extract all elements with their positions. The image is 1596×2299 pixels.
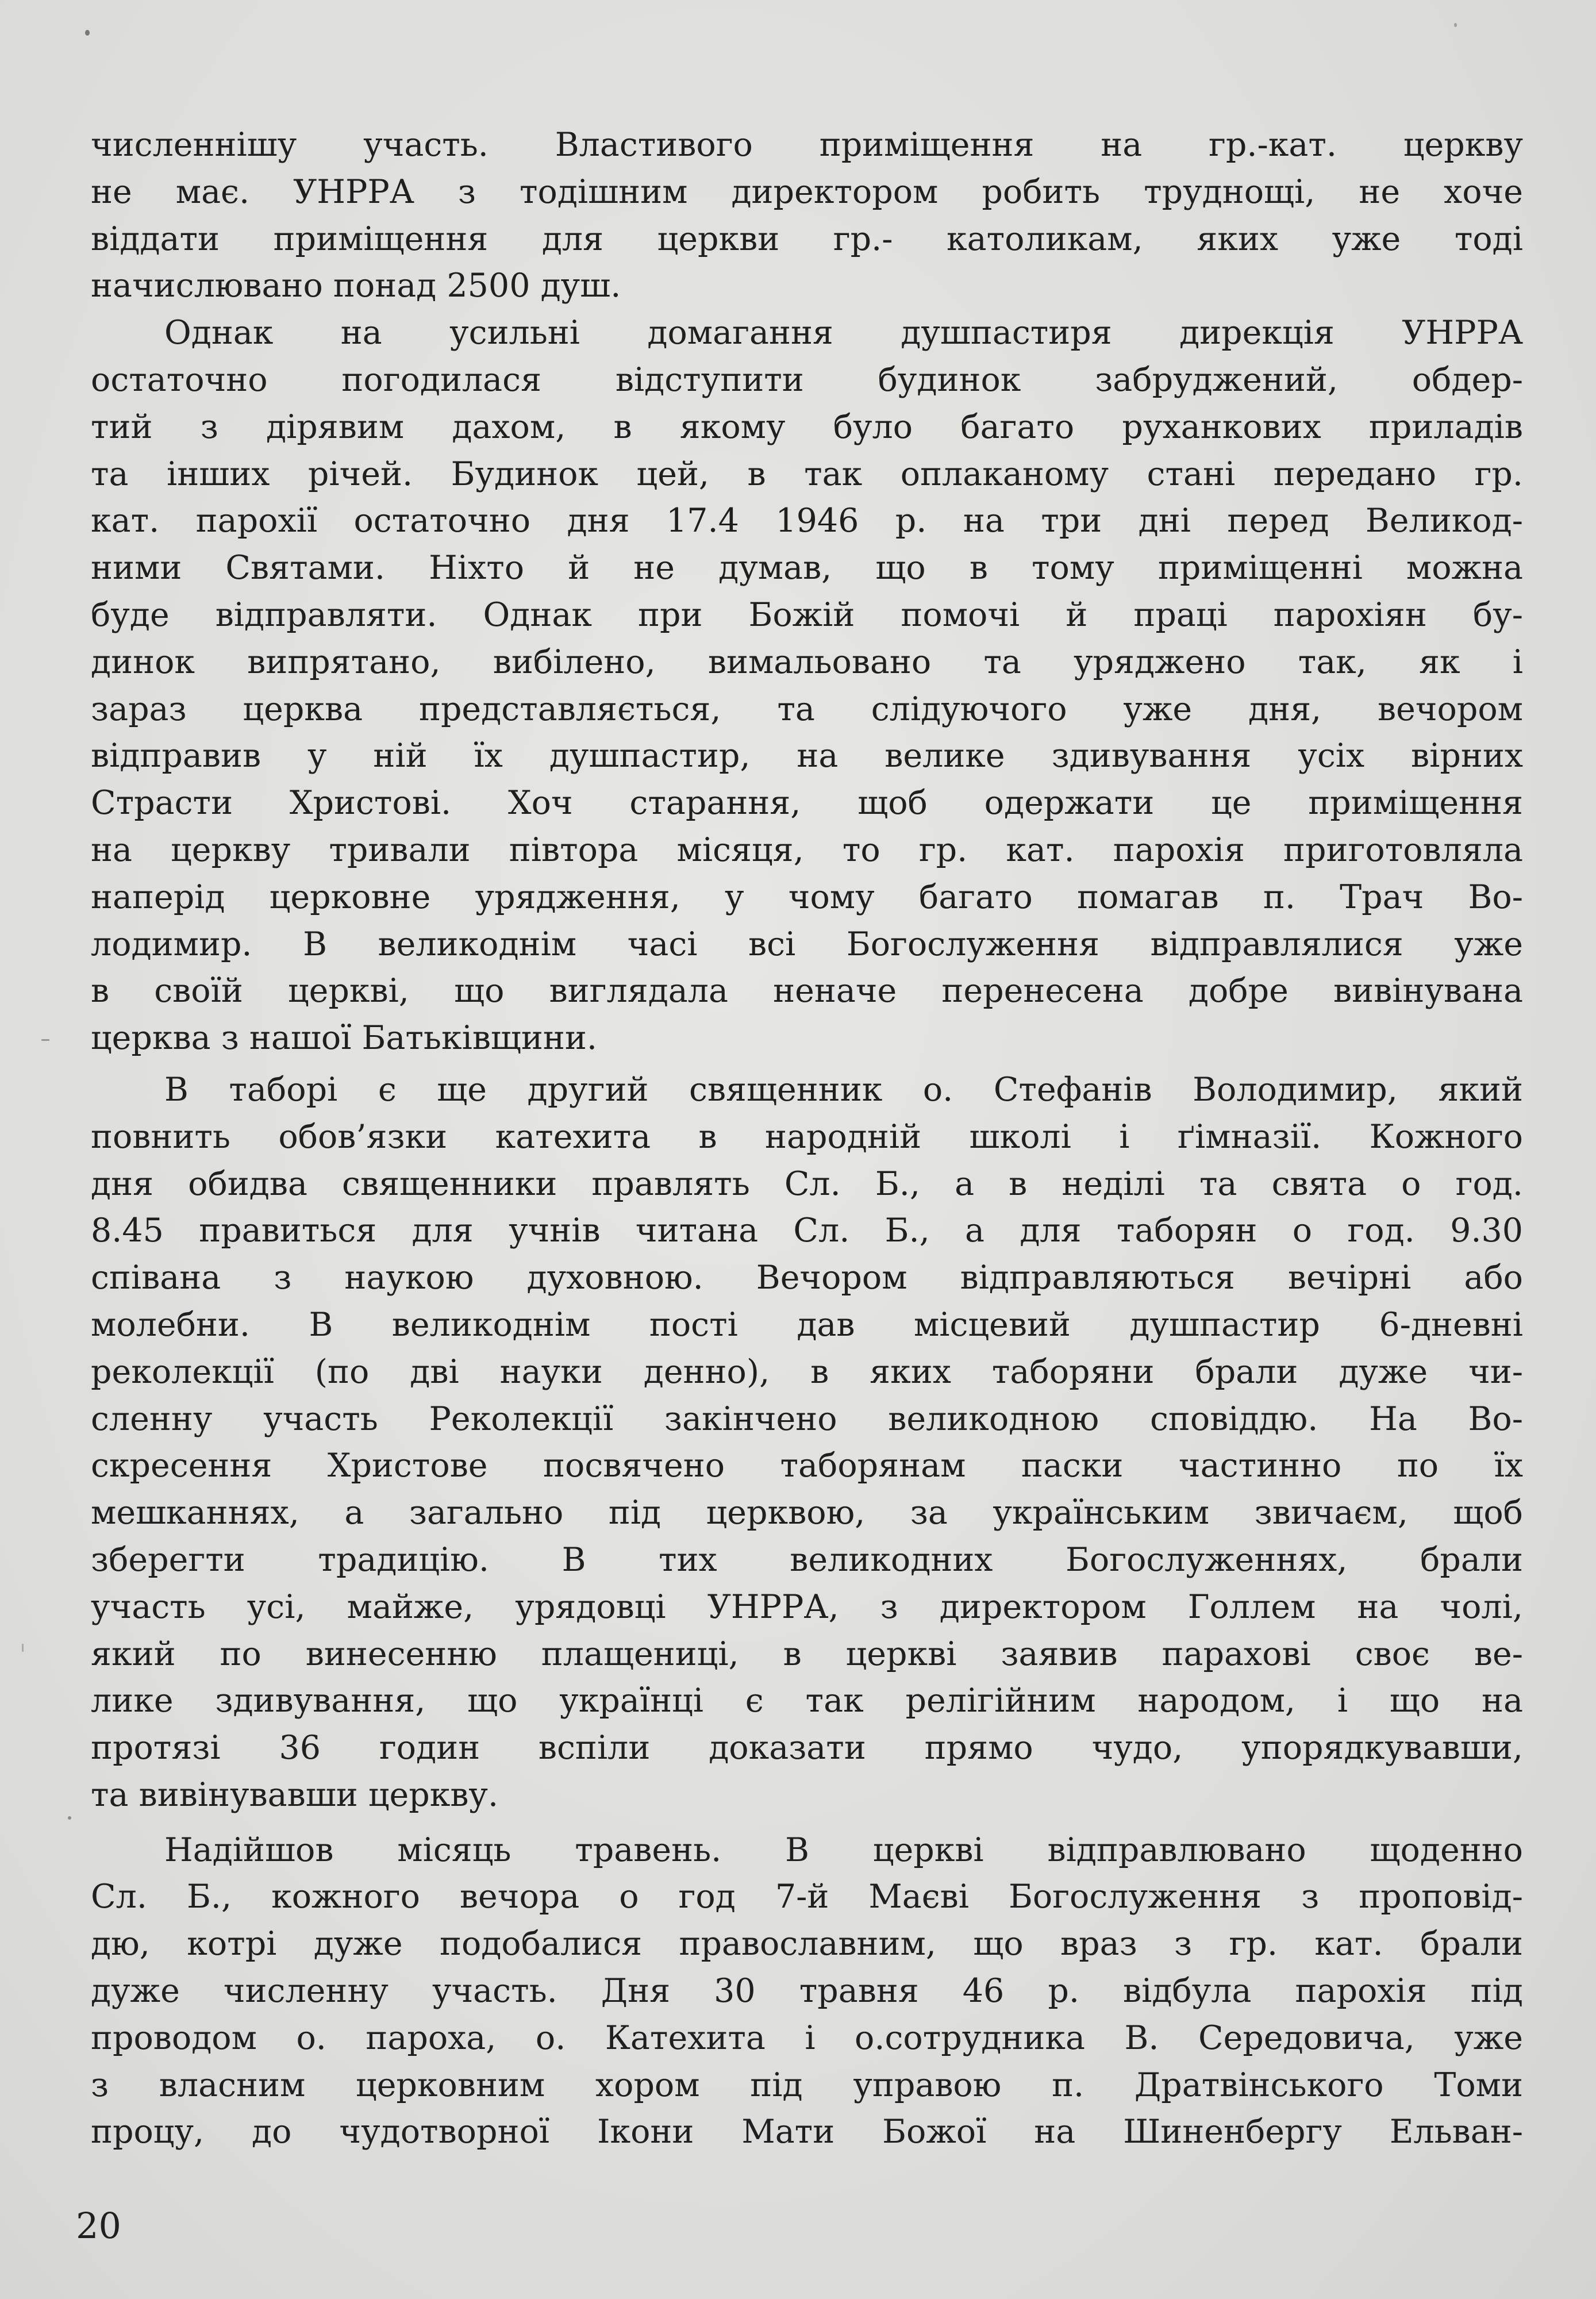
text-line: наперід церковне урядження, у чому багато помагав п. Трач Во-	[91, 878, 1523, 916]
text-line: дуже численну участь. Дня 30 травня 46 р. відбула парохія під	[91, 1972, 1523, 2010]
text-line: сленну участь Реколекції закінчено великодною сповіддю. На Во-	[91, 1400, 1523, 1438]
text-line: мешканнях, а загально під церквою, за українським звичаєм, щоб	[91, 1494, 1523, 1532]
text-line: на церкву тривали півтора місяця, то гр. кат. парохія приготовляла	[91, 831, 1523, 869]
paragraph-3	[91, 1067, 1523, 1819]
paragraph-1	[91, 122, 1523, 310]
text-line: лодимир. В великоднім часі всі Богослуження відправлялися уже	[91, 925, 1523, 963]
text-line: лике здивування, що українці є так релігійним народом, і що на	[91, 1682, 1523, 1720]
text-line: реколекції (по дві науки денно), в яких таборяни брали дуже чи-	[91, 1352, 1523, 1391]
paragraph-4	[91, 1827, 1523, 2156]
text-line: Сл. Б., кожного вечора о год 7-й Маєві Богослуження з проповід-	[91, 1878, 1523, 1916]
text-line: остаточно погодилася відступити будинок забруджений, обдер-	[91, 360, 1523, 399]
text-line: В таборі є ще другий священник о. Стефанів Володимир, який	[164, 1070, 1523, 1109]
text-line: Однак на усильні домагання душпастиря дирекція УНРРА	[164, 314, 1523, 352]
text-line: співана з наукою духовною. Вечором відправляються вечірні або	[91, 1259, 1523, 1297]
text-line: динок випрятано, вибілено, вимальовано та уряджено так, як і	[91, 643, 1523, 681]
text-line: участь усі, майже, урядовці УНРРА, з директором Голлем на чолі,	[91, 1587, 1523, 1626]
text-line: численнішу участь. Властивого приміщення на гр.-кат. церкву	[91, 126, 1523, 164]
text-line: дю, котрі дуже подобалися православним, що враз з гр. кат. брали	[91, 1925, 1523, 1963]
text-line: ними Святами. Ніхто й не думав, що в тому приміщенні можна	[91, 549, 1523, 587]
text-line: повнить обов’язки катехита в народній школі і ґімназії. Кожного	[91, 1117, 1523, 1156]
text-line: який по винесенню плащениці, в церкві заявив парахові своє ве-	[91, 1635, 1523, 1673]
print-speck	[68, 1816, 71, 1820]
text-line: зберегти традицію. В тих великодних Богослуженнях, брали	[91, 1540, 1523, 1579]
text-line: протязі 36 годин вспіли доказати прямо чудо, упорядкувавши,	[91, 1729, 1523, 1767]
text-line: не має. УНРРА з тодішним директором робить труднощі, не хоче	[91, 172, 1523, 211]
text-line: 8.45 правиться для учнів читана Сл. Б., а для таборян о год. 9.30	[91, 1212, 1523, 1250]
text-line: буде відправляти. Однак при Божій помочі й праці парохіян бу-	[91, 595, 1523, 634]
text-line: Страсти Христові. Хоч старання, щоб одержати це приміщення	[91, 784, 1523, 822]
text-line: відправив у ній їх душпастир, на велике здивування усіх вірних	[91, 737, 1523, 775]
print-speck	[22, 1644, 24, 1652]
text-line: церква з нашої Батьківщини.	[91, 1019, 597, 1058]
body-text	[91, 122, 1523, 2156]
text-line: скресення Христове посвячено таборянам паски частинно по їх	[91, 1447, 1523, 1485]
text-line: проводом о. пароха, о. Катехита і о.сотрудника В. Середовича, уже	[91, 2019, 1523, 2057]
page-number: 20	[76, 2205, 121, 2247]
text-line: дня обидва священники правлять Сл. Б., а в неділі та свята о год.	[91, 1164, 1523, 1203]
text-line: тий з дірявим дахом, в якому було багато руханкових приладів	[91, 407, 1523, 446]
print-speck	[41, 1039, 49, 1041]
text-line: зараз церква представляється, та слідуючого уже дня, вечором	[91, 690, 1523, 728]
text-line: з власним церковним хором під управою п. Дратвінського Томи	[91, 2066, 1523, 2104]
text-line: кат. парохії остаточно дня 17.4 1946 р. на три дні перед Великод-	[91, 502, 1523, 540]
print-speck	[1454, 23, 1457, 27]
print-speck	[85, 30, 90, 36]
paragraph-2	[91, 310, 1523, 1062]
text-line: процу, до чудотворної Ікони Мати Божої на Шиненбергу Ельван-	[91, 2113, 1523, 2151]
text-line: начислювано понад 2500 душ.	[91, 267, 621, 305]
text-line: та вивінувавши церкву.	[91, 1775, 499, 1814]
text-line: Надійшов місяць травень. В церкві відправлювано щоденно	[164, 1831, 1523, 1869]
text-line: та інших річей. Будинок цей, в так оплаканому стані передано гр.	[91, 455, 1523, 493]
text-line: молебни. В великоднім пості дав місцевий душпастир 6-дневні	[91, 1305, 1523, 1344]
text-line: віддати приміщення для церкви гр.- католикам, яких уже тоді	[91, 220, 1523, 258]
text-line: в своїй церкві, що виглядала неначе перенесена добре вивінувана	[91, 972, 1523, 1010]
